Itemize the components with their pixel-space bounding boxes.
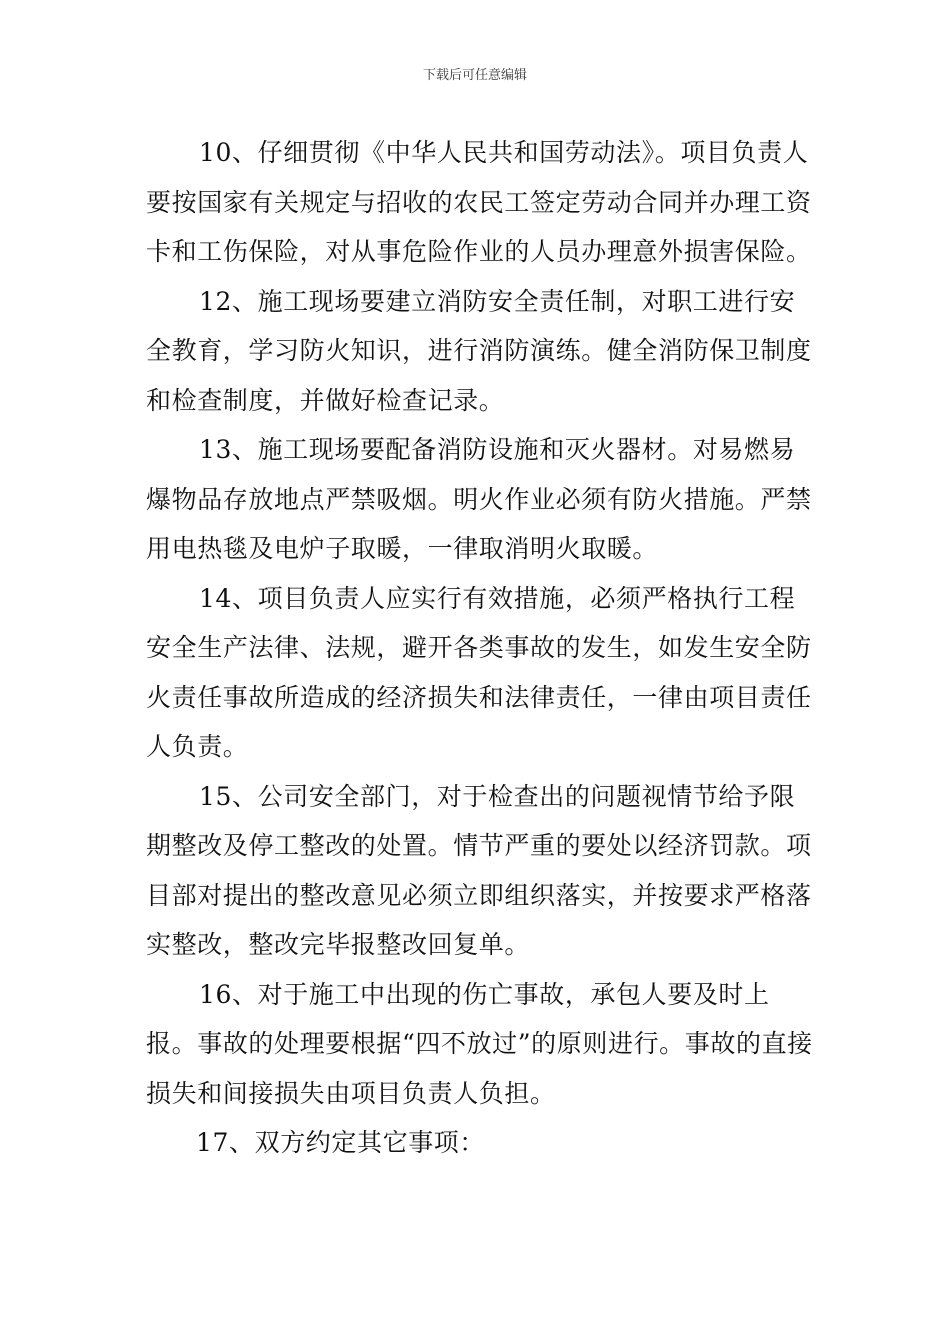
clause-17: 17、双方约定其它事项： [196,1128,486,1157]
clause-12: 12、施工现场要建立消防安全责任制，对职工进行安全教育，学习防火知识，进行消防演练。健全消防保卫制度和检查制度，并做好检查记录。 [146,286,812,415]
clause-14: 14、项目负责人应实行有效措施，必须严格执行工程安全生产法律、法规，避开各类事故的发生，如发生安全防火责任事故所造成的经济损失和法律责任，一律由项目责任人负责。 [146,583,812,761]
clause-15: 15、公司安全部门，对于检查出的问题视情节给予限期整改及停工整改的处置。情节严重的要处以经济罚款。项目部对提出的整改意见必须立即组织落实，并按要求严格落实整改，整改完毕报整改回复单。 [146,781,812,959]
clause-10: 10、仔细贯彻《中华人民共和国劳动法》。项目负责人要按国家有关规定与招收的农民工签定劳动合同并办理工资卡和工伤保险，对从事危险作业的人员办理意外损害保险。 [146,138,812,266]
page-header: 下载后可任意编辑 [422,68,527,83]
clause-13: 13、施工现场要配备消防设施和灭火器材。对易燃易爆物品存放地点严禁吸烟。明火作业必须有防火措施。严禁用电热毯及电炉子取暖，一律取消明火取暖。 [146,435,812,563]
document-body [146,128,816,1168]
clause-16: 16、对于施工中出现的伤亡事故，承包人要及时上报。事故的处理要根据“四不放过”的原则进行。事故的直接损失和间接损失由项目负责人负担。 [146,979,813,1108]
